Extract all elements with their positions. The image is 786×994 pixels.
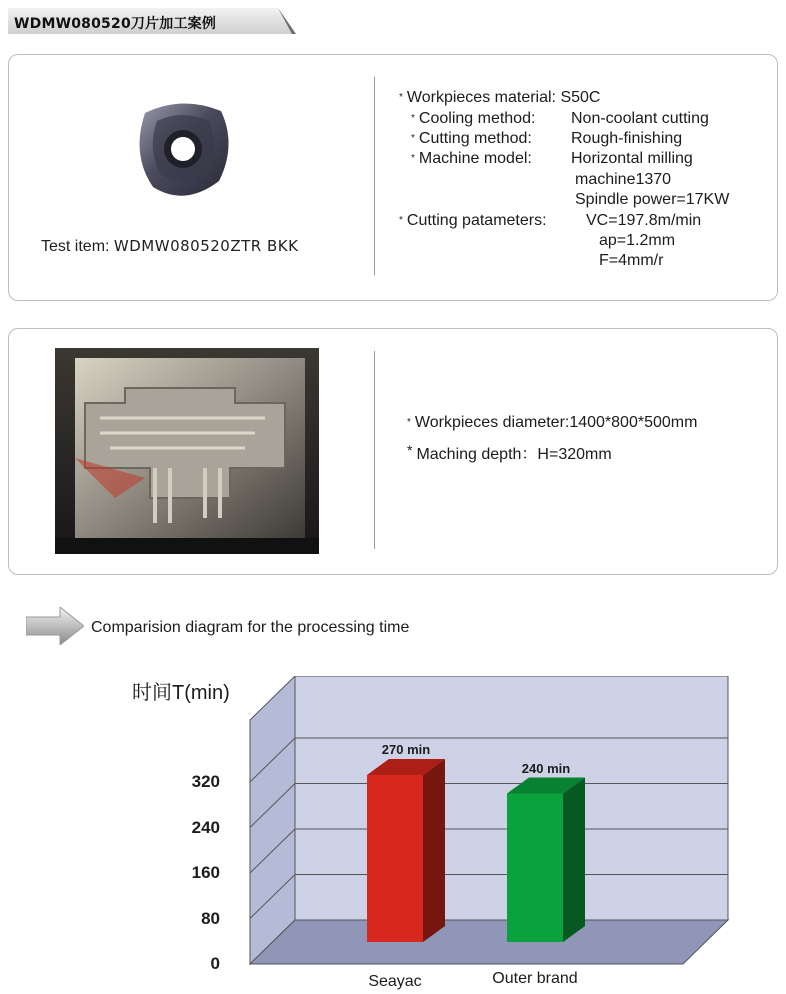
spec-value: F=4mm/r (599, 252, 664, 269)
y-tick-label: 160 (191, 863, 220, 882)
test-item: Test item: WDMW080520ZTR BKK (41, 237, 299, 255)
bar-data-label: 270 min (381, 741, 431, 757)
spec-value: Horizontal milling (571, 150, 693, 167)
test-info-panel (8, 54, 778, 301)
y-tick-label: 240 (191, 817, 220, 837)
spec-label: * Cutting method: (411, 130, 532, 147)
panel-divider (374, 351, 375, 549)
spec-label: * Workpieces material: S50C (399, 89, 601, 106)
spec-value: ap=1.2mm (599, 232, 676, 249)
y-tick-label: 80 (201, 908, 220, 928)
bar (367, 775, 423, 942)
workpiece-panel (8, 328, 778, 575)
page-title: WDMW080520刀片加工案例 (14, 16, 217, 32)
spec-value: Non-coolant cutting (571, 110, 709, 127)
workpiece-photo (55, 348, 319, 554)
machining-depth: * Maching depth：H=320mm (407, 442, 612, 463)
chart-section-label: Comparision diagram for the processing time (91, 619, 410, 636)
spec-label: * Machine model: (411, 150, 532, 167)
chart-floor (250, 920, 728, 964)
bar-data-label: 240 min (521, 760, 571, 776)
spec-value: machine1370 (575, 171, 672, 188)
y-axis-label: 时间T(min) (132, 682, 230, 704)
spec-value: VC=197.8m/min (586, 212, 702, 229)
bar (507, 794, 563, 943)
workpiece-diameter: * Workpieces diameter:1400*800*500mm (407, 414, 698, 431)
insert-image (127, 95, 237, 207)
arrow-right-icon (26, 607, 84, 645)
y-tick-label: 320 (191, 772, 220, 791)
x-tick-label: Seayac (368, 973, 422, 990)
chart-side-wall (250, 676, 295, 964)
processing-time-chart (240, 676, 740, 966)
bar-side (423, 759, 445, 942)
x-tick-label: Outer brand (492, 970, 578, 987)
spec-value: Rough-finishing (571, 130, 683, 147)
spec-value: Spindle power=17KW (575, 191, 730, 208)
bar-side (563, 778, 585, 943)
spec-label: * Cooling method: (411, 110, 536, 127)
spec-label: * Cutting patameters: (399, 212, 547, 229)
panel-divider (374, 77, 375, 275)
y-tick-label: 0 (210, 954, 220, 973)
